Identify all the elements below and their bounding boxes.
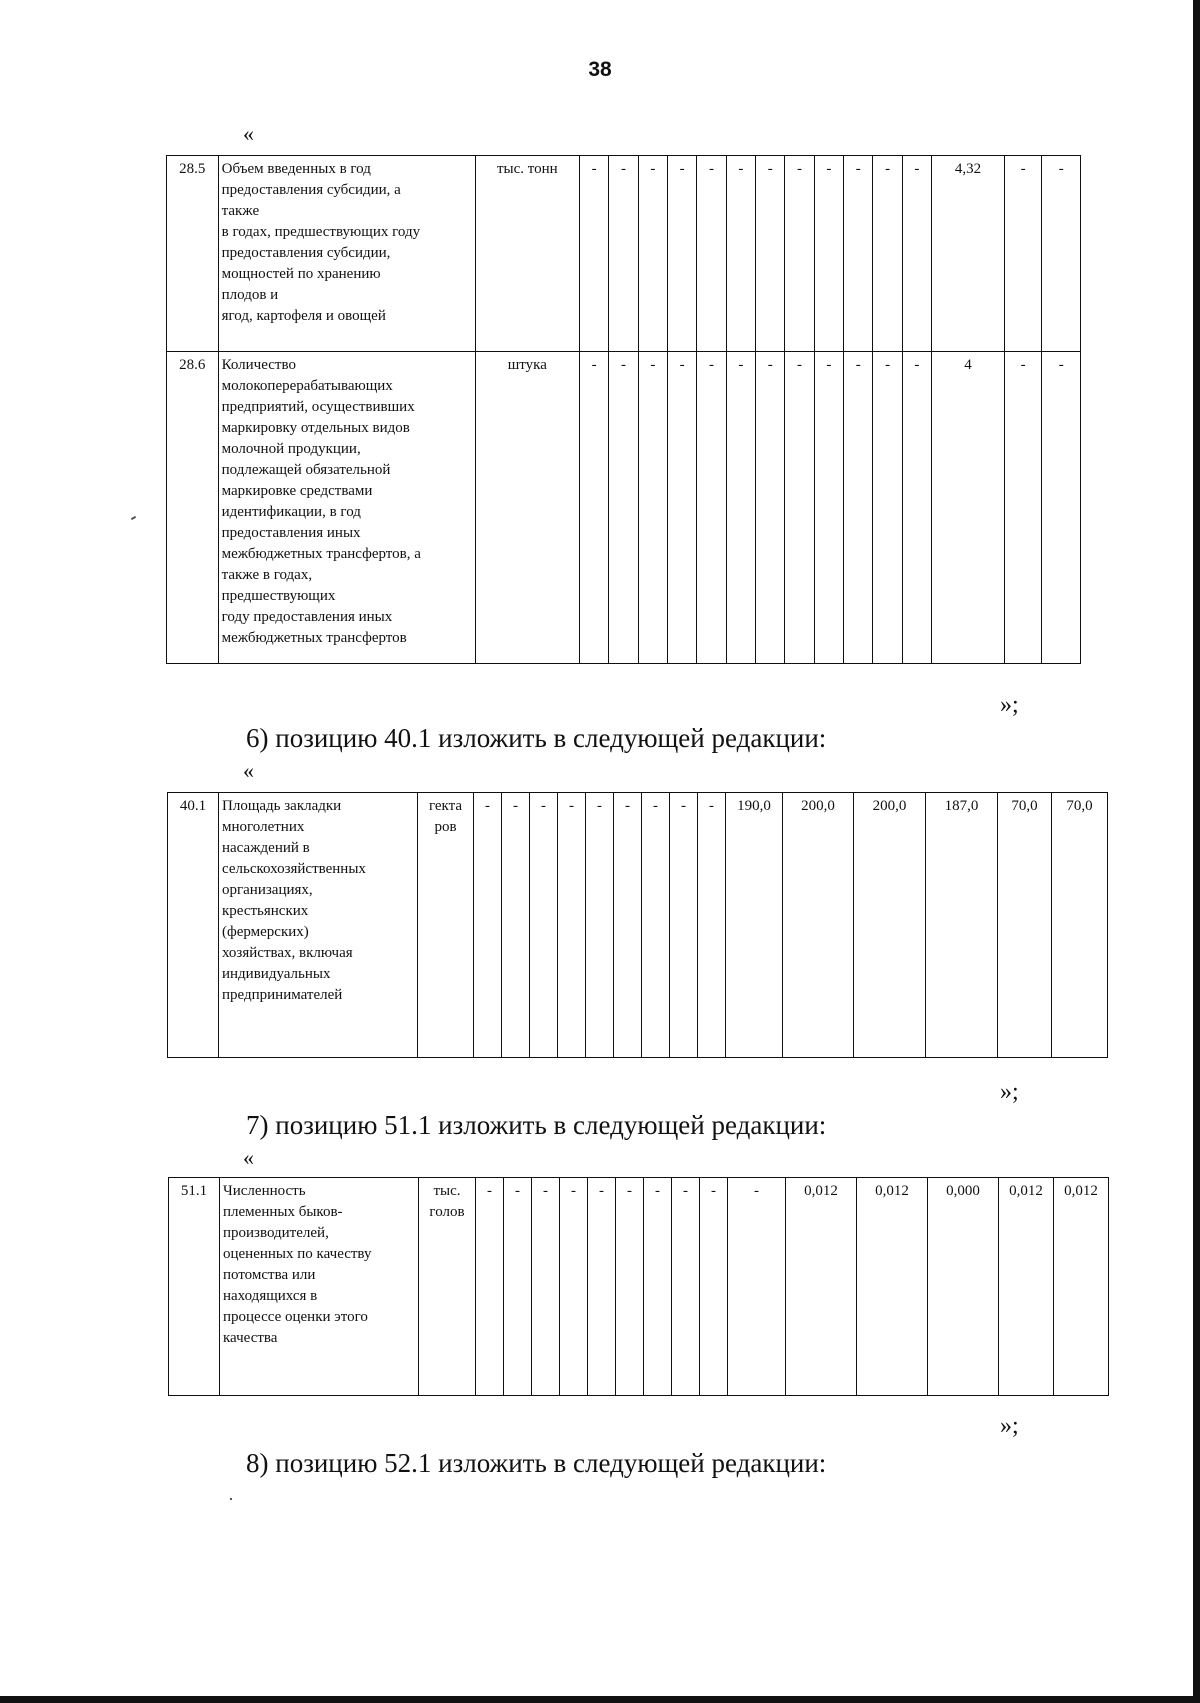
unit-of-measure: штука: [475, 352, 579, 664]
opening-quote: «: [243, 1145, 254, 1170]
section-heading: 8) позицию 52.1 изложить в следующей редакции:: [246, 1448, 827, 1478]
year-value: -: [558, 793, 586, 1058]
year-value: -: [502, 793, 530, 1058]
position-number: 40.1: [168, 793, 219, 1058]
year-value: -: [638, 352, 667, 664]
table-row: [167, 156, 1081, 352]
year-value: -: [902, 156, 931, 352]
year-value: -: [614, 793, 642, 1058]
year-value: -: [814, 156, 843, 352]
year-value: -: [700, 1178, 728, 1396]
year-value: -: [1042, 156, 1081, 352]
closing-quote: »;: [1000, 1079, 1019, 1105]
year-value: -: [672, 1178, 700, 1396]
year-value: -: [609, 156, 638, 352]
table-row: [168, 793, 1108, 1058]
indicator-name: Площадь закладки многолетних насаждений в сельскохозяйственных организациях, крестьянских (фермерских) хозяйствах, включая индивидуальных предпринимателей: [219, 793, 418, 1058]
section-heading: 7) позицию 51.1 изложить в следующей редакции:: [246, 1110, 827, 1140]
opening-quote: «: [243, 121, 254, 146]
year-value: -: [902, 352, 931, 664]
year-value: -: [785, 156, 814, 352]
unit-of-measure: гекта ров: [418, 793, 474, 1058]
year-value: 0,012: [1054, 1178, 1109, 1396]
year-value: -: [756, 156, 785, 352]
year-value: -: [609, 352, 638, 664]
year-value: -: [873, 156, 902, 352]
year-value: 0,012: [857, 1178, 928, 1396]
year-value: -: [474, 793, 502, 1058]
scan-speck: [230, 1498, 232, 1500]
year-value: 0,000: [928, 1178, 999, 1396]
year-value: -: [697, 156, 726, 352]
indicator-name: Количество молокоперерабатывающих предприятий, осуществивших маркировку отдельных видов молочной продукции, подлежащей обязательной маркировке средствами идентификации, в год предоставления иных межбюджетных трансфертов, а также в годах, предшествующих году предоставления иных межбюджетных трансфертов: [218, 352, 475, 664]
year-value: -: [504, 1178, 532, 1396]
year-value: -: [476, 1178, 504, 1396]
year-value: 70,0: [998, 793, 1052, 1058]
position-table-51-1: [168, 1177, 1109, 1396]
year-value: -: [873, 352, 902, 664]
year-value: -: [785, 352, 814, 664]
year-value: 0,012: [786, 1178, 857, 1396]
year-value: -: [844, 156, 873, 352]
position-number: 51.1: [169, 1178, 220, 1396]
year-value: 0,012: [999, 1178, 1054, 1396]
unit-of-measure: тыс. голов: [419, 1178, 476, 1396]
year-value: -: [667, 156, 696, 352]
year-value: -: [579, 156, 608, 352]
year-value: -: [530, 793, 558, 1058]
year-value: 70,0: [1052, 793, 1108, 1058]
year-value: -: [698, 793, 726, 1058]
year-value: -: [726, 352, 755, 664]
year-value: 190,0: [726, 793, 783, 1058]
unit-of-measure: тыс. тонн: [475, 156, 579, 352]
scan-edge-bottom: [0, 1696, 1200, 1703]
year-value: -: [560, 1178, 588, 1396]
position-number: 28.5: [167, 156, 219, 352]
indicator-name: Численность племенных быков- производителей, оцененных по качеству потомства или находящихся в процессе оценки этого качества: [220, 1178, 419, 1396]
closing-quote: »;: [1000, 692, 1019, 718]
year-value: -: [588, 1178, 616, 1396]
page-number: 38: [588, 58, 612, 81]
indicator-name: Объем введенных в год предоставления субсидии, а также в годах, предшествующих году предоставления субсидии, мощностей по хранению плодов и ягод, картофеля и овощей: [218, 156, 475, 352]
year-value: -: [642, 793, 670, 1058]
year-value: -: [844, 352, 873, 664]
year-value: 4: [932, 352, 1005, 664]
positions-table-28: [166, 155, 1081, 664]
year-value: -: [644, 1178, 672, 1396]
year-value: -: [670, 793, 698, 1058]
year-value: 200,0: [783, 793, 854, 1058]
year-value: 187,0: [926, 793, 998, 1058]
year-value: -: [638, 156, 667, 352]
year-value: 4,32: [932, 156, 1005, 352]
year-value: -: [532, 1178, 560, 1396]
scan-edge-right: [1193, 0, 1200, 1703]
year-value: -: [728, 1178, 786, 1396]
section-heading: 6) позицию 40.1 изложить в следующей редакции:: [246, 723, 827, 753]
year-value: -: [756, 352, 785, 664]
year-value: -: [726, 156, 755, 352]
year-value: -: [616, 1178, 644, 1396]
position-number: 28.6: [167, 352, 219, 664]
year-value: -: [697, 352, 726, 664]
year-value: -: [579, 352, 608, 664]
year-value: -: [586, 793, 614, 1058]
scan-speck: [131, 516, 136, 520]
year-value: -: [814, 352, 843, 664]
opening-quote: «: [243, 758, 254, 783]
year-value: -: [1042, 352, 1081, 664]
closing-quote: »;: [1000, 1413, 1019, 1439]
year-value: -: [1004, 352, 1041, 664]
table-row: [169, 1178, 1109, 1396]
year-value: -: [1004, 156, 1041, 352]
year-value: -: [667, 352, 696, 664]
year-value: 200,0: [854, 793, 926, 1058]
table-row: [167, 352, 1081, 664]
position-table-40-1: [167, 792, 1108, 1058]
